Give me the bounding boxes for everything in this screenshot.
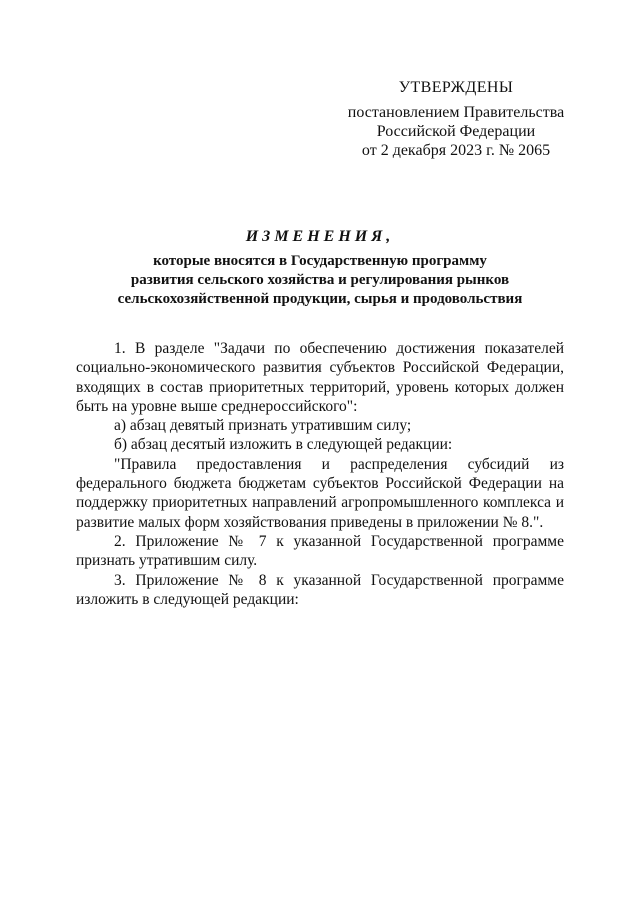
paragraph-1: 1. В разделе "Задачи по обеспечению достижения показателей социально-экономического развития субъектов Российской Федерации, входящих в состав приоритетных территорий, уровень которых должен быть на уровне выше среднероссийского": (76, 340, 564, 415)
approval-line-1: постановлением Правительства (347, 104, 565, 121)
approval-line-2: Российской Федерации (376, 123, 536, 140)
paragraph-3: б) абзац десятый изложить в следующей редакции: (114, 436, 453, 454)
paragraph-6: 3. Приложение № 8 к указанной Государственной программе изложить в следующей редакции: (76, 571, 564, 608)
approval-heading: УТВЕРЖДЕНЫ (398, 79, 514, 96)
subtitle-line-2: развития сельского хозяйства и регулирования рынков (130, 272, 510, 288)
paragraph-5: 2. Приложение № 7 к указанной Государственной программе признать утратившим силу. (76, 532, 564, 570)
subtitle-line-1: которые вносятся в Государственную программу (153, 253, 487, 269)
approval-block (340, 78, 572, 160)
paragraph-2: а) абзац девятый признать утратившим силу; (114, 417, 412, 435)
document-subtitle (70, 252, 570, 309)
approval-line-3: от 2 декабря 2023 г. № 2065 (361, 142, 551, 159)
document-body (76, 339, 564, 609)
paragraph-4: "Правила предоставления и распределения субсидий из федерального бюджета бюджетам субъектов Российской Федерации на поддержку приоритетных направлений агропромышленного комплекса и развитие малых форм хозяйствования приведены в приложении № 8.". (76, 455, 564, 531)
document-title: ИЗМЕНЕНИЯ, (245, 228, 395, 245)
subtitle-line-3: сельскохозяйственной продукции, сырья и продовольствия (117, 291, 523, 307)
